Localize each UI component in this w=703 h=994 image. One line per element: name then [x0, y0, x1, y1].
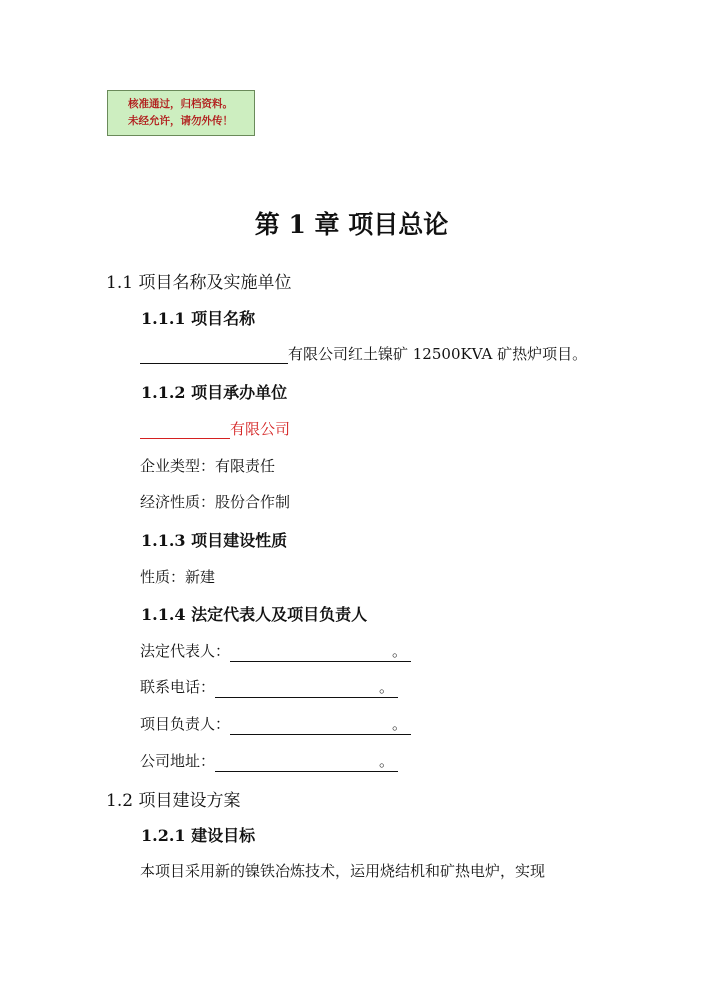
- legal-rep-label: 法定代表人：: [140, 642, 231, 660]
- company-name: 有限公司: [230, 420, 291, 438]
- address-field: [140, 750, 398, 772]
- section-1-1-3-heading: 1.1.3 项目建设性质: [141, 531, 288, 550]
- section-1-2-heading: 1.2 项目建设方案: [106, 791, 241, 811]
- construction-goal-text: 本项目采用新的镍铁冶炼技术，运用烧结机和矿热电炉，实现: [140, 862, 546, 880]
- phone-blank: 。: [215, 676, 398, 698]
- project-name-line: [140, 343, 587, 364]
- section-1-1-2-heading: 1.1.2 项目承办单位: [141, 383, 288, 402]
- legal-rep-blank: 。: [230, 640, 411, 662]
- section-1-1-4-heading: 1.1.4 法定代表人及项目负责人: [141, 605, 368, 624]
- section-1-1-heading: 1.1 项目名称及实施单位: [106, 273, 292, 293]
- project-lead-blank: 。: [230, 713, 411, 735]
- project-lead-field: [140, 713, 411, 735]
- approval-stamp: [107, 90, 255, 136]
- project-lead-label: 项目负责人：: [140, 715, 231, 733]
- legal-rep-field: [140, 640, 411, 662]
- address-blank: 。: [215, 750, 398, 772]
- phone-field: [140, 676, 398, 698]
- construction-nature: 性质：新建: [140, 568, 216, 586]
- chapter-title: 第 1 章 项目总论: [254, 210, 449, 239]
- stamp-line-1: 核准通过，归档资料。: [128, 98, 233, 110]
- stamp-line-2: 未经允许，请勿外传！: [128, 115, 233, 127]
- section-1-1-1-heading: 1.1.1 项目名称: [141, 309, 256, 328]
- address-label: 公司地址：: [140, 752, 216, 770]
- economic-nature: 经济性质：股份合作制: [140, 493, 291, 511]
- company-line: [140, 418, 290, 439]
- enterprise-type: 企业类型：有限责任: [140, 457, 276, 475]
- company-blank: [140, 420, 230, 439]
- section-1-2-1-heading: 1.2.1 建设目标: [141, 826, 256, 845]
- phone-label: 联系电话：: [140, 678, 216, 696]
- project-name-text: 有限公司红土镍矿 12500KVA 矿热炉项目。: [288, 345, 588, 363]
- project-name-blank: [140, 345, 288, 364]
